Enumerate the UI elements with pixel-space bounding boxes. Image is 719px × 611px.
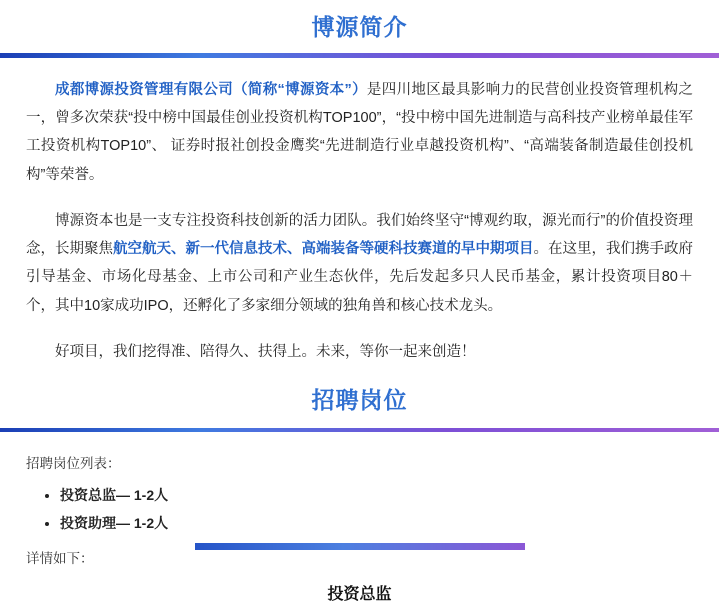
bottom-card-title: 投资总监 [327, 586, 392, 603]
paragraph-2-text-b: 。在这里，我们携手政府引导基金、市场化母基金、上市公司和产业生态伙伴，先后发起多只人民币基金，累计投资项目80＋个，其中10家成功IPO，还孵化了多家细分领域的独角兽和核心技术龙头。 [26, 241, 693, 314]
paragraph-2 [26, 207, 693, 320]
jobs-detail-label: 详情如下： [26, 551, 94, 567]
jobs-list-label: 招聘岗位列表： [26, 456, 121, 472]
paragraph-1-text: 是四川地区最具影响力的民营创业投资管理机构之一，曾多次荣获“投中榜中国最佳创业投资机构TOP100”，“投中榜中国先进制造与高科技产业榜单最佳军工投资机构TOP10”、 证券时报社创投金鹰奖“先进制造行业卓越投资机构”、“高端装备制造最佳创投机构”等荣誉。 [26, 81, 694, 183]
paragraph-2-text-a: 博源资本也是一支专注投资科技创新的活力团队。我们始终坚守“博观约取，源光而行”的价值投资理念，长期聚焦 [26, 212, 693, 258]
jobs-list [26, 482, 693, 537]
paragraph-3-text: 好项目，我们挖得准、陪得久、扶得上。未来，等你一起来创造！ [55, 344, 476, 361]
bottom-job-card [0, 543, 719, 611]
paragraph-1 [26, 76, 693, 189]
paragraph-2-highlight: 航空航天、新一代信息技术、高端装备等硬科技赛道的早中期项目 [113, 241, 534, 258]
list-item: • 投资助理— 1-2人 [60, 510, 693, 537]
page-title: 博源简介 [311, 14, 408, 40]
company-name: 成都博源投资管理有限公司（简称“博源资本”） [55, 81, 367, 98]
paragraph-3 [26, 338, 693, 366]
list-item: • 投资总监— 1-2人 [60, 482, 693, 509]
intro-body [0, 58, 719, 376]
bottom-card-accent-bar [195, 543, 525, 550]
jobs-title: 招聘岗位 [311, 387, 408, 414]
